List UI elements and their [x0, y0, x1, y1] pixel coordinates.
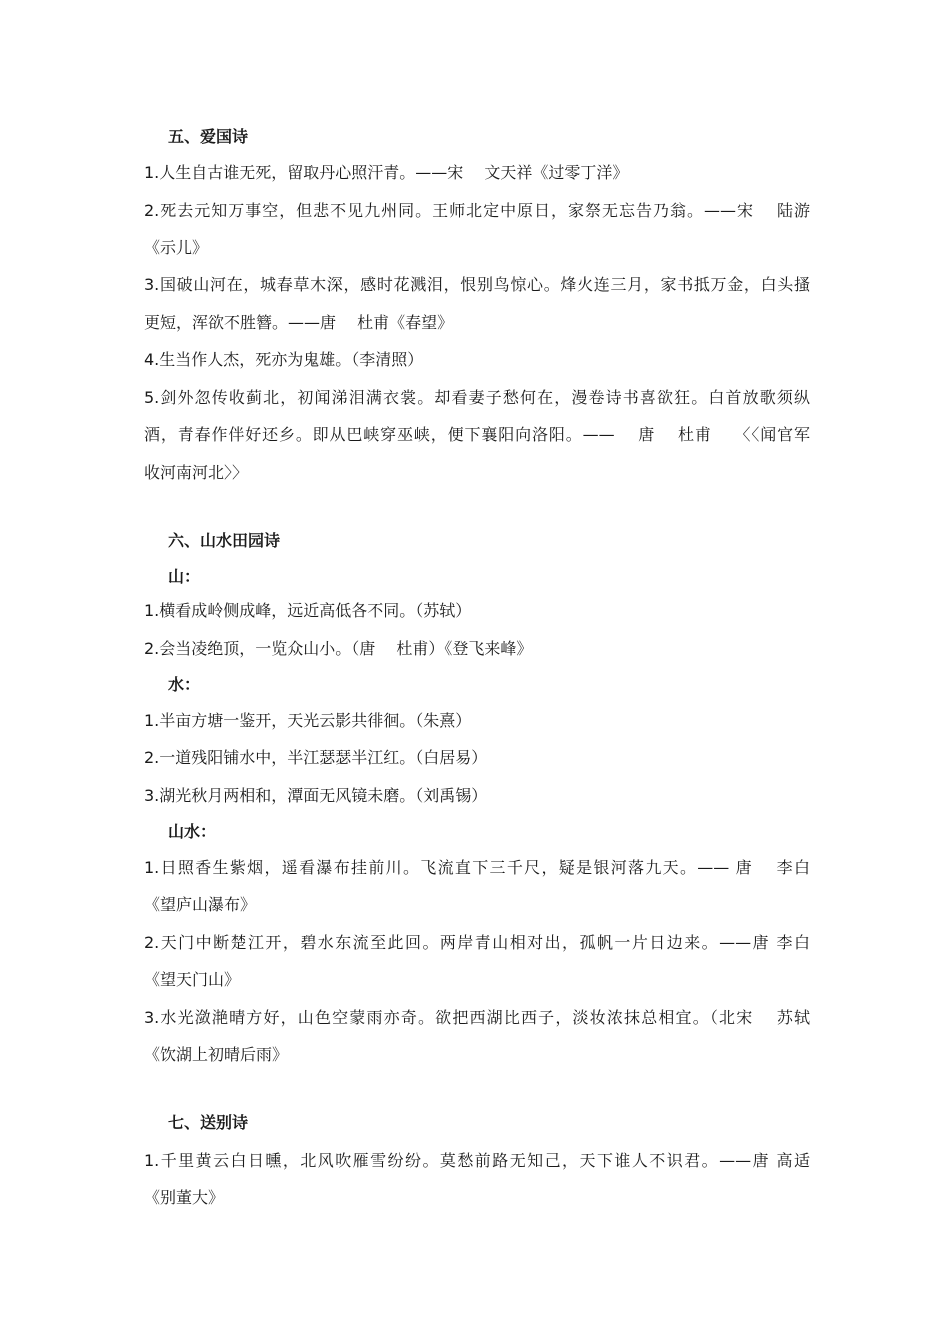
poem-line: 1.横看成岭侧成峰，远近高低各不同。（苏轼） [144, 601, 472, 620]
poem-line: 收河南河北〉〉 [144, 463, 249, 482]
poem-line: 《饮湖上初晴后雨》 [144, 1045, 289, 1064]
section-heading-farewell: 七、送别诗 [168, 1113, 249, 1132]
subheading-mountain: 山： [168, 567, 201, 586]
poem-line: 2.一道残阳铺水中，半江瑟瑟半江红。（白居易） [144, 748, 488, 767]
poem-line: 《望庐山瀑布》 [144, 895, 257, 914]
poem-line: 《示儿》 [144, 238, 209, 257]
section-heading-landscape: 六、山水田园诗 [168, 531, 281, 550]
poem-line: 5.剑外忽传收蓟北，初闻涕泪满衣裳。却看妻子愁何在，漫卷诗书喜欲狂。白首放歌须纵 [144, 388, 810, 407]
poem-line: 2.会当凌绝顶，一览众山小。（唐 杜甫）《登飞来峰》 [144, 639, 533, 658]
poem-line: 更短，浑欲不胜簪。——唐 杜甫《春望》 [144, 313, 454, 332]
poem-line: 4.生当作人杰，死亦为鬼雄。（李清照） [144, 350, 424, 369]
poem-line: 《别董大》 [144, 1188, 225, 1207]
poem-line: 3.湖光秋月两相和，潭面无风镜未磨。（刘禹锡） [144, 786, 488, 805]
poem-line: 2.天门中断楚江开，碧水东流至此回。两岸青山相对出，孤帆一片日边来。——唐 李白 [144, 933, 810, 952]
section-heading-patriotic: 五、爱国诗 [168, 127, 249, 146]
poem-line: 2.死去元知万事空，但悲不见九州同。王师北定中原日，家祭无忘告乃翁。——宋 陆游 [144, 201, 810, 220]
poem-line: 1.半亩方塘一鉴开，天光云影共徘徊。（朱熹） [144, 711, 472, 730]
poem-line: 3.国破山河在，城春草木深，感时花溅泪，恨别鸟惊心。烽火连三月，家书抵万金，白头搔 [144, 275, 810, 294]
poem-line: 《望天门山》 [144, 970, 241, 989]
poem-line: 酒，青春作伴好还乡。即从巴峡穿巫峡，便下襄阳向洛阳。—— 唐 杜甫 〈〈闻官军 [144, 425, 810, 444]
subheading-mountain-water: 山水： [168, 822, 217, 841]
poem-line: 3.水光潋滟晴方好，山色空蒙雨亦奇。欲把西湖比西子，淡妆浓抹总相宜。（北宋 苏轼 [144, 1008, 810, 1027]
poem-line: 1.千里黄云白日曛，北风吹雁雪纷纷。莫愁前路无知己，天下谁人不识君。——唐 高适 [144, 1151, 810, 1170]
subheading-water: 水： [168, 675, 201, 694]
poem-line: 1.日照香生紫烟，遥看瀑布挂前川。飞流直下三千尺，疑是银河落九天。—— 唐 李白 [144, 858, 810, 877]
poem-line: 1.人生自古谁无死，留取丹心照汗青。——宋 文天祥《过零丁洋》 [144, 163, 629, 182]
